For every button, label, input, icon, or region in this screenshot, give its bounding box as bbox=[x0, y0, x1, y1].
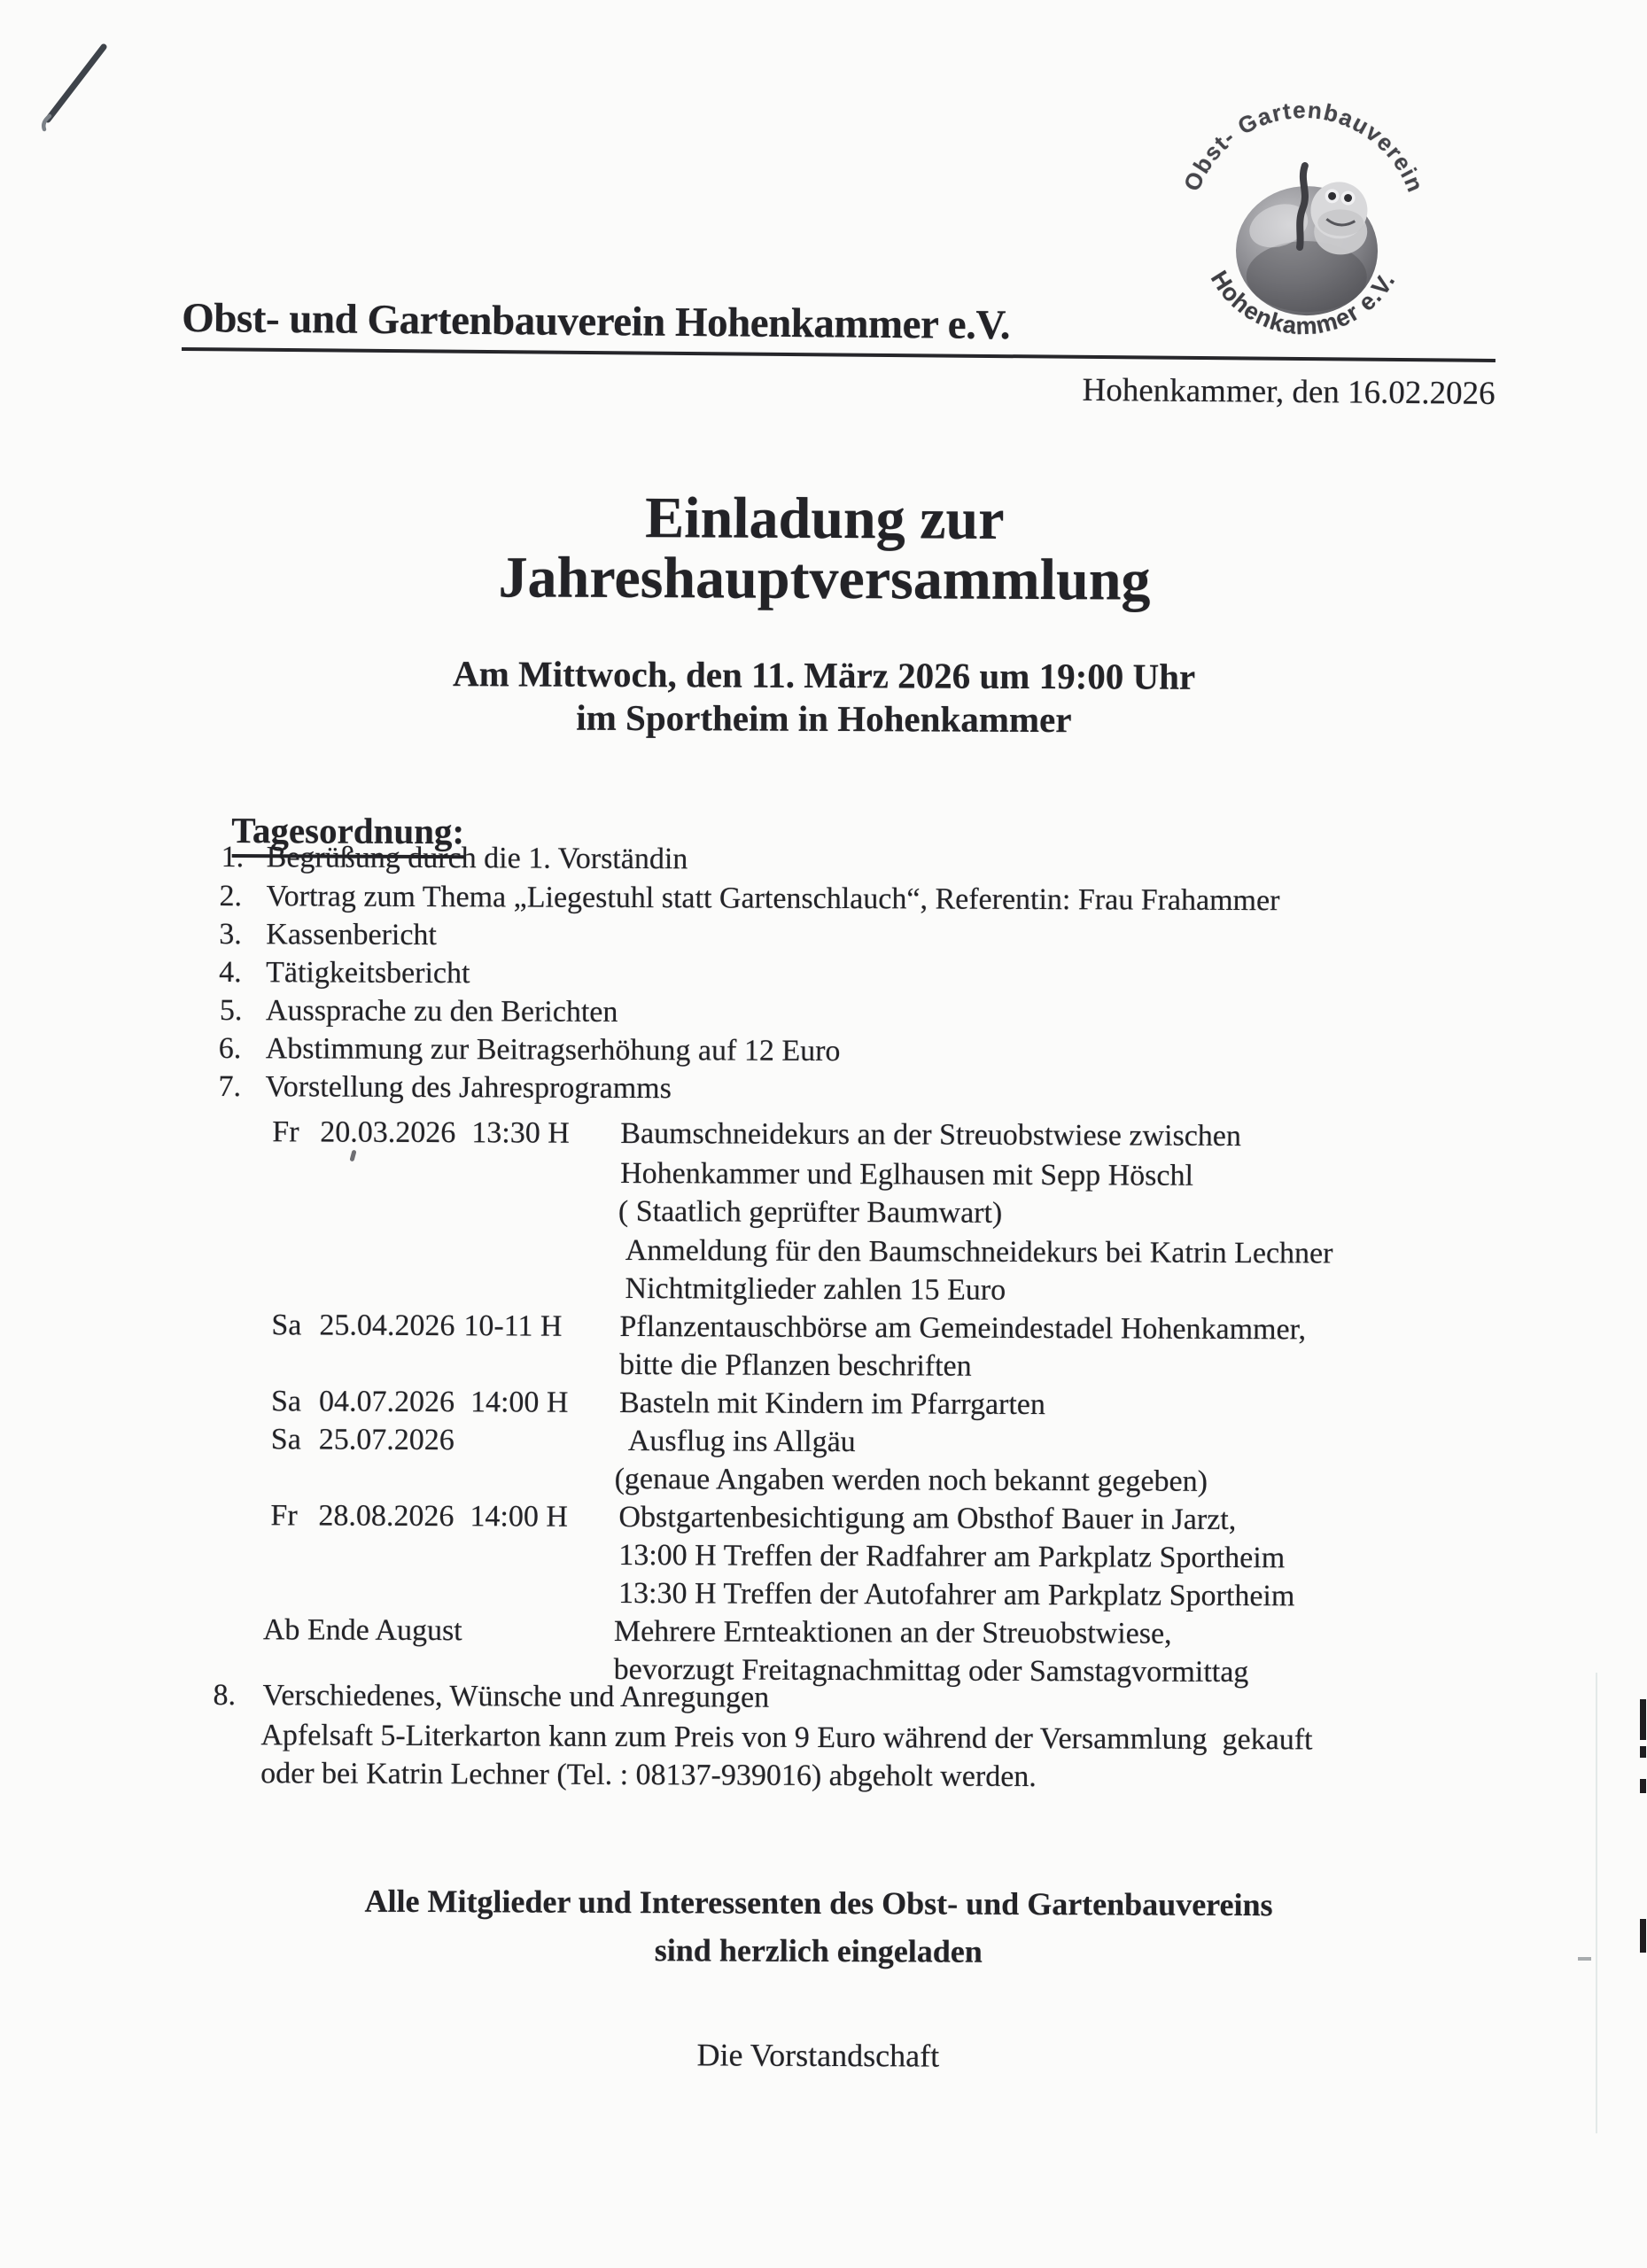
agenda-text: Vorstellung des Jahresprogramms bbox=[265, 1070, 672, 1106]
program-date: 04.07.2026 bbox=[318, 1385, 455, 1419]
program-text: Mehrere Ernteaktionen an der Streuobstwiese, bbox=[613, 1614, 1172, 1651]
program-text: Hohenkammer und Eglhausen mit Sepp Höschl bbox=[620, 1156, 1194, 1192]
agenda-number: 1. bbox=[221, 840, 245, 874]
agenda-number: 8. bbox=[213, 1678, 237, 1713]
agenda-item bbox=[0, 1069, 1646, 1117]
program-text: Ausflug ins Allgäu bbox=[627, 1425, 856, 1459]
program-day: Sa bbox=[270, 1423, 301, 1456]
doc-title-line2: Jahreshauptversammlung bbox=[498, 545, 1151, 613]
program-text: Baumschneidekurs an der Streuobstwiese zwischen bbox=[620, 1116, 1242, 1153]
program-day: Sa bbox=[270, 1385, 302, 1418]
scan-edge-mark bbox=[1640, 1699, 1646, 1740]
agenda-text: Aussprache zu den Berichten bbox=[265, 994, 618, 1029]
note-line bbox=[0, 1756, 1643, 1804]
program-text: Basteln mit Kindern im Pfarrgarten bbox=[618, 1386, 1046, 1422]
program-text: (genaue Angaben werden noch bekannt gegeben) bbox=[614, 1462, 1208, 1498]
program-day: Sa bbox=[271, 1309, 302, 1342]
program-text: 13:30 H Treffen der Autofahrer am Parkplatz Sportheim bbox=[618, 1576, 1295, 1613]
program-time: 10-11 H bbox=[463, 1309, 563, 1343]
agenda-number: 4. bbox=[219, 955, 242, 990]
closing-line1: Alle Mitglieder und Interessenten des Obst- und Gartenbauvereins bbox=[364, 1883, 1273, 1923]
scan-edge-mark bbox=[1640, 1746, 1646, 1758]
program-text: Pflanzentauschbörse am Gemeindestadel Hohenkammer, bbox=[619, 1309, 1307, 1347]
agenda-number: 6. bbox=[218, 1031, 242, 1066]
doc-title-line1: Einladung zur bbox=[645, 485, 1005, 552]
logo-top-arc-text: Obst- Gartenbauverein bbox=[1177, 96, 1430, 197]
program-day: Fr bbox=[272, 1115, 299, 1149]
agenda-text: Vortrag zum Thema „Liegestuhl statt Gartenschlauch“, Referentin: Frau Frahammer bbox=[266, 880, 1280, 918]
meeting-datetime: Am Mittwoch, den 11. März 2026 um 19:00 Uhr bbox=[452, 653, 1196, 697]
program-label: Ab Ende August bbox=[262, 1613, 462, 1648]
agenda-number: 3. bbox=[219, 917, 242, 951]
program-text: bevorzugt Freitagnachmittag oder Samstagvormittag bbox=[613, 1652, 1249, 1689]
scan-dash bbox=[1578, 1957, 1591, 1961]
program-time: 14:00 H bbox=[470, 1500, 569, 1534]
agenda-text: Begrüßung durch die 1. Vorständin bbox=[266, 841, 688, 876]
program-time: 13:30 H bbox=[471, 1116, 570, 1150]
closing-line2: sind herzlich eingeladen bbox=[654, 1932, 983, 1969]
program-date: 25.04.2026 bbox=[319, 1309, 455, 1343]
agenda-number: 5. bbox=[219, 993, 243, 1028]
program-text: Anmeldung für den Baumschneidekurs bei Katrin Lechner bbox=[625, 1233, 1333, 1270]
program-text: Obstgartenbesichtigung am Obsthof Bauer in Jarzt, bbox=[618, 1500, 1237, 1537]
scanner-streak bbox=[1596, 1673, 1597, 2133]
agenda-text: Abstimmung zur Beitragserhöhung auf 12 Euro bbox=[265, 1032, 841, 1068]
agenda-heading: Tagesordnung: bbox=[176, 766, 464, 901]
program-text: bitte die Pflanzen beschriften bbox=[619, 1348, 972, 1383]
signature-line: Die Vorstandschaft bbox=[696, 2037, 940, 2074]
org-name: Obst- und Gartenbauverein Hohenkammer e.V. bbox=[182, 295, 1011, 349]
note-text: oder bei Katrin Lechner (Tel. : 08137-939016) abgeholt werden. bbox=[260, 1757, 1037, 1794]
agenda-text: Tätigkeitsbericht bbox=[266, 956, 470, 990]
program-date: 20.03.2026 bbox=[320, 1115, 456, 1150]
note-text: Apfelsaft 5-Literkarton kann zum Preis von 9 Euro während der Versammlung gekauft bbox=[260, 1719, 1313, 1757]
program-date: 25.07.2026 bbox=[318, 1423, 454, 1457]
agenda-number: 7. bbox=[218, 1069, 242, 1104]
agenda-text: Verschiedenes, Wünsche und Anregungen bbox=[262, 1679, 770, 1714]
program-text: Nichtmitglieder zahlen 15 Euro bbox=[625, 1271, 1006, 1307]
place-date-line: Hohenkammer, den 16.02.2026 bbox=[1082, 371, 1496, 412]
scan-edge-mark bbox=[1640, 1919, 1646, 1953]
meeting-location: im Sportheim in Hohenkammer bbox=[576, 696, 1072, 741]
scan-edge-mark bbox=[1640, 1779, 1646, 1793]
agenda-number: 2. bbox=[219, 879, 243, 913]
program-time: 14:00 H bbox=[470, 1386, 569, 1419]
program-text: ( Staatlich geprüfter Baumwart) bbox=[618, 1194, 1003, 1230]
program-text: 13:00 H Treffen der Radfahrer am Parkplatz Sportheim bbox=[618, 1538, 1286, 1575]
program-date: 28.08.2026 bbox=[318, 1499, 454, 1534]
program-day: Fr bbox=[270, 1499, 298, 1533]
logo-bottom-arc-text: Hohenkammer e.V. bbox=[1205, 266, 1401, 340]
agenda-text: Kassenbericht bbox=[266, 918, 438, 952]
